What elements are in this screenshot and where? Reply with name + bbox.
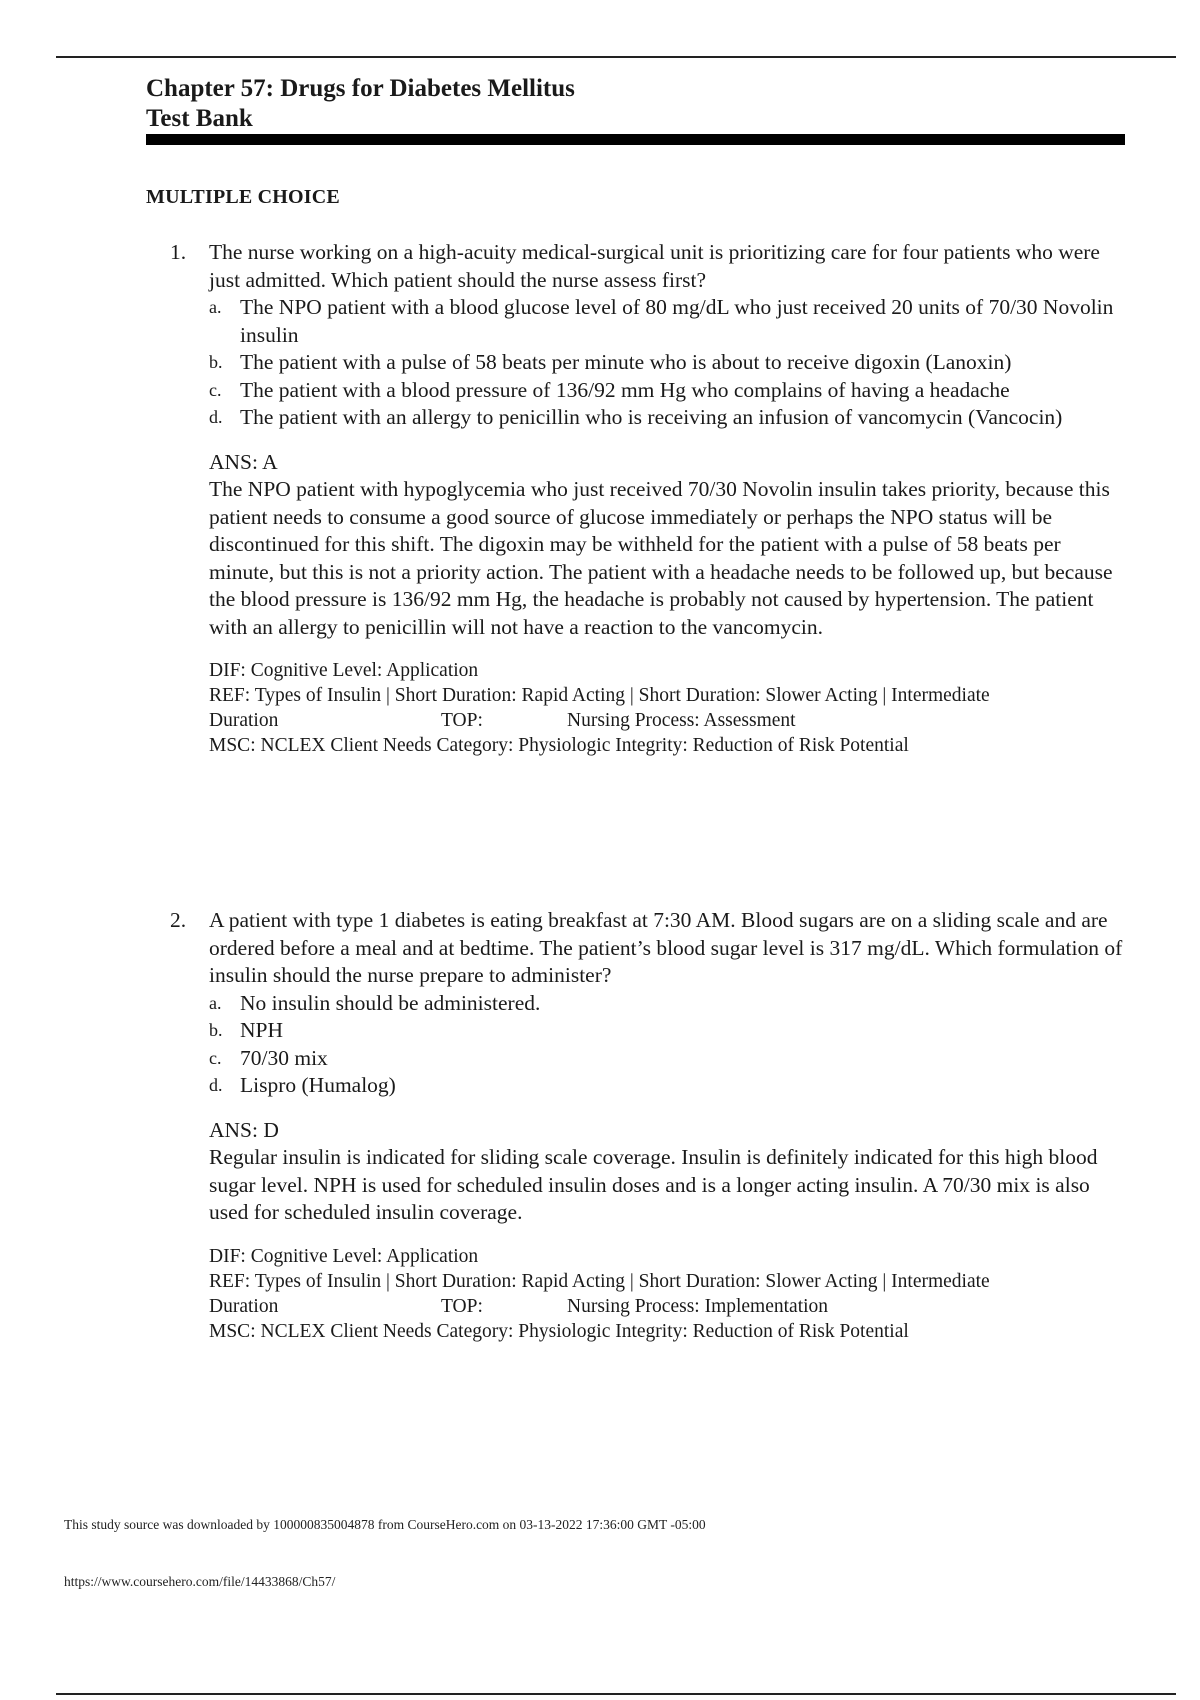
option-c <box>209 1045 1130 1073</box>
msc-line: MSC: NCLEX Client Needs Category: Physiologic Integrity: Reduction of Risk Potential <box>209 1320 909 1342</box>
question-number: 1. <box>170 240 187 264</box>
dif-line: DIF: Cognitive Level: Application <box>209 1245 479 1267</box>
ref-top-line <box>209 1294 1130 1319</box>
option-letter: b. <box>209 352 223 372</box>
rationale: The NPO patient with hypoglycemia who just received 70/30 Novolin insulin takes priority, because this patient needs to consume a good source of glucose immediately or perhaps the NPO status will be discontinued for this shift. The digoxin may be withheld for the patient with a pulse of 58 beats per minute, but this is not a priority action. The patient with a headache needs to be followed up, but because the blood pressure is 136/92 mm Hg, the headache is probably not caused by hypertension. The patient with an allergy to penicillin will not have a reaction to the vancomycin. <box>209 477 1113 639</box>
question-metadata <box>209 1244 1130 1344</box>
option-a <box>209 990 1130 1018</box>
option-letter: d. <box>209 1075 223 1095</box>
bottom-divider <box>56 1693 1176 1695</box>
top-label: TOP: <box>441 1295 483 1317</box>
option-letter: d. <box>209 407 223 427</box>
top-divider <box>56 56 1176 58</box>
test-bank-subtitle: Test Bank <box>146 105 253 132</box>
dif-line: DIF: Cognitive Level: Application <box>209 660 479 681</box>
option-c <box>209 377 1130 405</box>
question-2 <box>170 907 1130 1344</box>
option-text: NPH <box>240 1018 284 1042</box>
answer-key: ANS: D <box>209 1117 279 1142</box>
msc-line: MSC: NCLEX Client Needs Category: Physiologic Integrity: Reduction of Risk Potential <box>209 735 909 756</box>
question-stem: A patient with type 1 diabetes is eating breakfast at 7:30 AM. Blood sugars are on a sliding scale and are ordered before a meal and at bedtime. The patient’s blood sugar level is 317 mg/dL. Which formulation of insulin should the nurse prepare to administer? <box>209 908 1123 987</box>
top-value: Nursing Process: Implementation <box>567 1295 829 1317</box>
ref-top-line <box>209 708 1130 733</box>
ref-continuation: Duration <box>209 1295 279 1317</box>
option-text: 70/30 mix <box>240 1045 328 1070</box>
question-metadata <box>209 658 1130 758</box>
question-number: 2. <box>170 908 187 932</box>
option-b <box>209 1017 1130 1045</box>
option-letter: b. <box>209 1020 223 1040</box>
download-notice: This study source was downloaded by 100000835004878 from CourseHero.com on 03-13-2022 17:36:00 GMT -05:00 <box>64 1517 706 1532</box>
option-letter: a. <box>209 297 222 317</box>
document-header <box>146 74 1126 134</box>
option-b <box>209 349 1130 377</box>
option-letter: c. <box>209 379 222 400</box>
option-d <box>209 1072 1130 1100</box>
chapter-title: Chapter 57: Drugs for Diabetes Mellitus <box>146 75 575 102</box>
ref-line: REF: Types of Insulin | Short Duration: Rapid Acting | Short Duration: Slower Acting | Intermediate <box>209 685 990 706</box>
answer-options <box>209 990 1130 1100</box>
question-1 <box>170 239 1130 758</box>
option-text: The patient with a pulse of 58 beats per minute who is about to receive digoxin (Lanoxin) <box>240 350 1012 374</box>
header-bar <box>146 134 1125 145</box>
rationale: Regular insulin is indicated for sliding scale coverage. Insulin is definitely indicated for this high blood sugar level. NPH is used for scheduled insulin doses and is a longer acting insulin. A 70/30 mix is also used for scheduled insulin coverage. <box>209 1145 1098 1224</box>
option-a <box>209 294 1130 349</box>
option-text: The NPO patient with a blood glucose level of 80 mg/dL who just received 20 units of 70/30 Novolin insulin <box>240 295 1114 347</box>
option-letter: a. <box>209 992 222 1013</box>
option-letter: c. <box>209 1047 222 1068</box>
answer-block <box>209 449 1130 642</box>
source-url-link[interactable]: https://www.coursehero.com/file/14433868/Ch57/ <box>64 1574 336 1589</box>
option-d <box>209 404 1130 432</box>
option-text: The patient with an allergy to penicillin who is receiving an infusion of vancomycin (Vancocin) <box>240 405 1063 429</box>
option-text: The patient with a blood pressure of 136/92 mm Hg who complains of having a headache <box>240 377 1010 402</box>
option-text: Lispro (Humalog) <box>240 1073 396 1097</box>
top-label: TOP: <box>441 710 483 731</box>
answer-key: ANS: A <box>209 449 278 474</box>
section-heading: MULTIPLE CHOICE <box>146 186 340 208</box>
option-text: No insulin should be administered. <box>240 990 541 1015</box>
answer-options <box>209 294 1130 432</box>
answer-block <box>209 1117 1130 1227</box>
top-value: Nursing Process: Assessment <box>567 710 796 731</box>
question-stem: The nurse working on a high-acuity medical-surgical unit is prioritizing care for four patients who were just admitted. Which patient should the nurse assess first? <box>209 240 1100 292</box>
ref-line: REF: Types of Insulin | Short Duration: Rapid Acting | Short Duration: Slower Acting | Intermediate <box>209 1270 990 1292</box>
ref-continuation: Duration <box>209 710 279 731</box>
